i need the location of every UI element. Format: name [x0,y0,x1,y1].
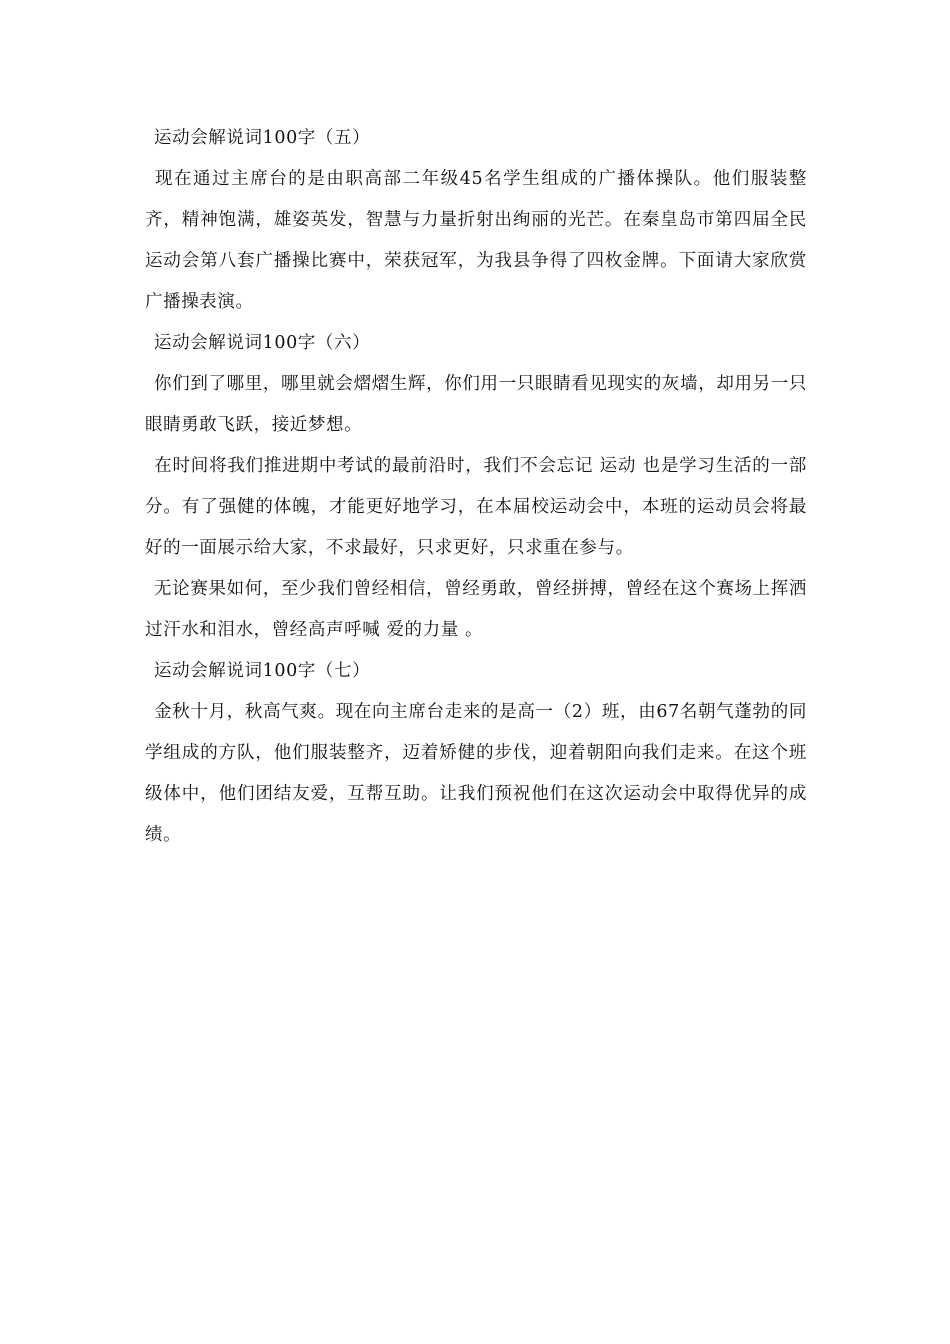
paragraph-text: 无论赛果如何，至少我们曾经相信，曾经勇敢，曾经拼搏，曾经在这个赛场上挥洒过汗水和泪水，曾经高声呼喊 爱的力量 。 [145,579,807,640]
section-heading: 运动会解说词100字（五） [154,128,371,148]
document-body [145,118,807,856]
paragraph [145,569,807,651]
section-heading: 运动会解说词100字（七） [154,661,371,681]
paragraph [145,446,807,569]
paragraph-text: 现在通过主席台的是由职高部二年级45名学生组成的广播体操队。他们服装整齐，精神饱满，雄姿英发，智慧与力量折射出绚丽的光芒。在秦皇岛市第四届全民运动会第八套广播操比赛中，荣获冠军，为我县争得了四枚金牌。下面请大家欣赏广播操表演。 [145,169,807,312]
paragraph [145,692,807,856]
section-heading: 运动会解说词100字（六） [154,333,371,353]
paragraph-text: 金秋十月，秋高气爽。现在向主席台走来的是高一（2）班，由67名朝气蓬勃的同学组成的方队，他们服装整齐，迈着矫健的步伐，迎着朝阳向我们走来。在这个班级体中，他们团结友爱，互帮互助。让我们预祝他们在这次运动会中取得优异的成绩。 [145,702,807,845]
paragraph-text: 你们到了哪里，哪里就会熠熠生辉，你们用一只眼睛看见现实的灰墙，却用另一只眼睛勇敢飞跃，接近梦想。 [145,374,807,435]
paragraph [145,159,807,323]
paragraph-text: 在时间将我们推进期中考试的最前沿时，我们不会忘记 运动 也是学习生活的一部分。有了强健的体魄，才能更好地学习，在本届校运动会中，本班的运动员会将最好的一面展示给大家，不求最好，只求更好，只求重在参与。 [145,456,807,558]
paragraph [145,364,807,446]
